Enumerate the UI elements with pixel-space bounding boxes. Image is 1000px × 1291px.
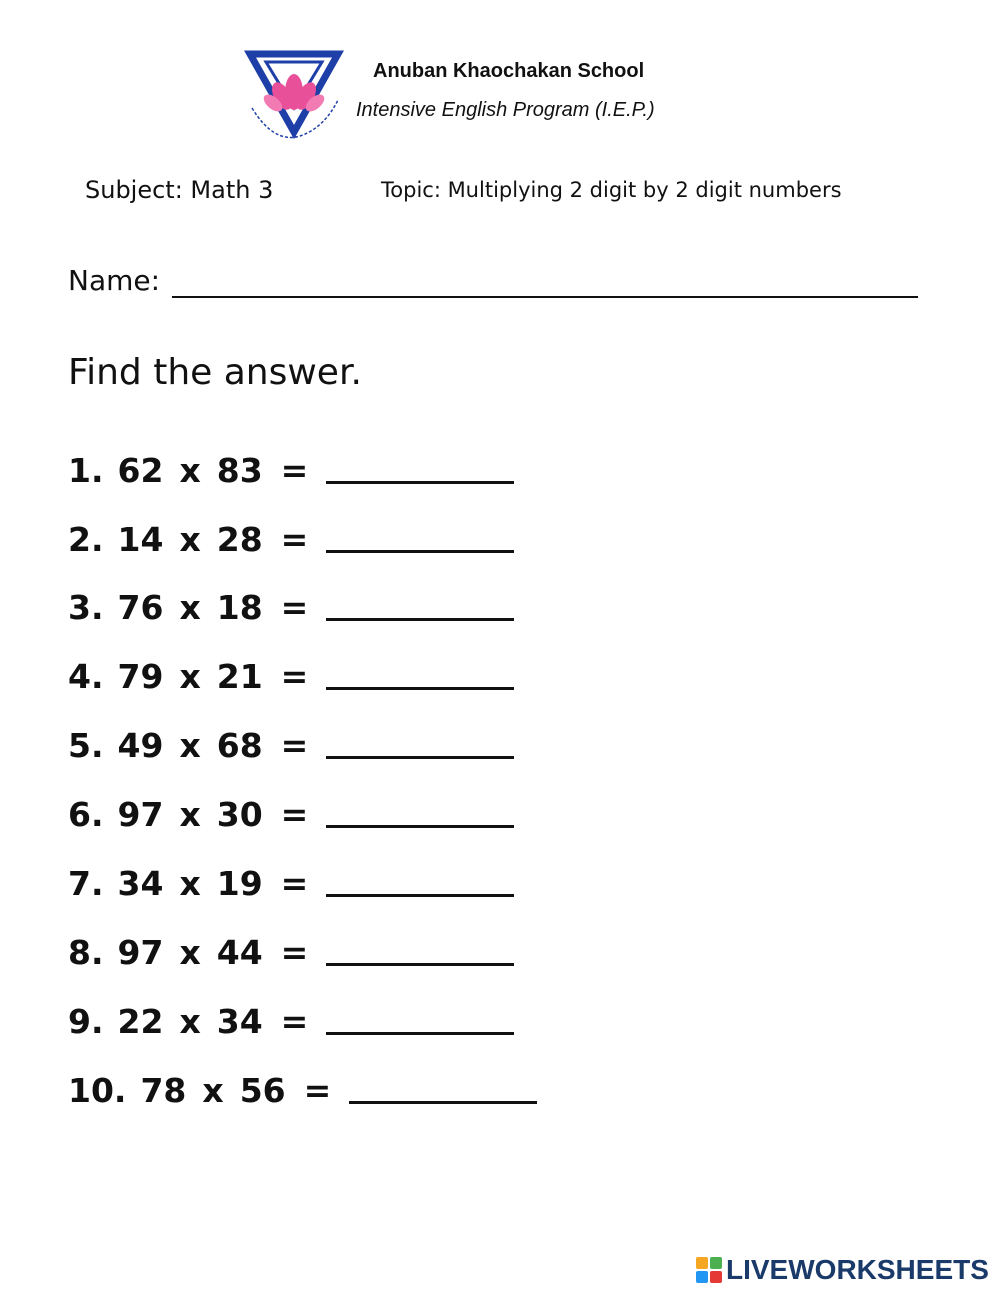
multiply-sign: x [179, 795, 201, 834]
problem-operand-a: 78 [140, 1071, 187, 1110]
problem-operand-a: 97 [117, 933, 164, 972]
problem-operand-b: 21 [216, 657, 263, 696]
problem-row [68, 583, 514, 627]
problem-number: 7. [68, 864, 104, 903]
problem-number: 8. [68, 933, 104, 972]
problem-number: 1. [68, 451, 104, 490]
problem-row [68, 790, 514, 834]
problem-number: 2. [68, 520, 104, 559]
equals-sign: = [280, 933, 309, 972]
answer-blank[interactable] [326, 963, 514, 966]
problem-row [68, 652, 514, 696]
problem-operand-a: 76 [117, 588, 164, 627]
problem-operand-a: 49 [117, 726, 164, 765]
answer-blank[interactable] [326, 825, 514, 828]
liveworksheets-brand [696, 1255, 989, 1285]
problem-operand-b: 56 [239, 1071, 286, 1110]
equals-sign: = [280, 1002, 309, 1041]
answer-blank[interactable] [326, 618, 514, 621]
topic-label: Topic: Multiplying 2 digit by 2 digit numbers [381, 178, 842, 202]
problem-number: 9. [68, 1002, 104, 1041]
answer-blank[interactable] [326, 687, 514, 690]
name-label: Name: [68, 264, 161, 297]
problem-operand-b: 18 [216, 588, 263, 627]
equals-sign: = [280, 657, 309, 696]
problem-operand-a: 79 [117, 657, 164, 696]
problem-row [68, 997, 514, 1041]
program-name: Intensive English Program (I.E.P.) [356, 99, 655, 121]
equals-sign: = [280, 520, 309, 559]
problem-row [68, 1066, 537, 1110]
liveworksheets-logo-icon [696, 1257, 722, 1283]
problem-operand-a: 22 [117, 1002, 164, 1041]
answer-blank[interactable] [326, 550, 514, 553]
problem-operand-a: 14 [117, 520, 164, 559]
problem-operand-b: 34 [216, 1002, 263, 1041]
problem-row [68, 446, 514, 490]
problem-operand-b: 44 [216, 933, 263, 972]
answer-blank[interactable] [326, 756, 514, 759]
problem-row [68, 721, 514, 765]
multiply-sign: x [179, 726, 201, 765]
problem-row [68, 859, 514, 903]
multiply-sign: x [179, 933, 201, 972]
multiply-sign: x [202, 1071, 224, 1110]
school-lotus-emblem-icon [244, 48, 344, 140]
problem-operand-b: 19 [216, 864, 263, 903]
equals-sign: = [280, 795, 309, 834]
answer-blank[interactable] [349, 1101, 537, 1104]
equals-sign: = [280, 451, 309, 490]
multiply-sign: x [179, 657, 201, 696]
multiply-sign: x [179, 451, 201, 490]
answer-blank[interactable] [326, 1032, 514, 1035]
problem-operand-a: 62 [117, 451, 164, 490]
school-name: Anuban Khaochakan School [373, 60, 645, 82]
problem-operand-b: 83 [216, 451, 263, 490]
multiply-sign: x [179, 520, 201, 559]
problem-number: 6. [68, 795, 104, 834]
problem-number: 10. [68, 1071, 127, 1110]
problem-operand-b: 28 [216, 520, 263, 559]
problem-number: 4. [68, 657, 104, 696]
answer-blank[interactable] [326, 894, 514, 897]
problem-operand-b: 68 [216, 726, 263, 765]
multiply-sign: x [179, 588, 201, 627]
problem-operand-a: 97 [117, 795, 164, 834]
equals-sign: = [280, 726, 309, 765]
problem-row [68, 515, 514, 559]
problem-operand-b: 30 [216, 795, 263, 834]
equals-sign: = [280, 864, 309, 903]
subject-label: Subject: Math 3 [85, 176, 274, 204]
answer-blank[interactable] [326, 481, 514, 484]
equals-sign: = [280, 588, 309, 627]
instruction-heading: Find the answer. [68, 352, 362, 393]
equals-sign: = [303, 1071, 332, 1110]
multiply-sign: x [179, 1002, 201, 1041]
name-input-line[interactable] [172, 296, 918, 298]
problem-number: 5. [68, 726, 104, 765]
liveworksheets-wordmark: LIVEWORKSHEETS [726, 1254, 989, 1285]
multiply-sign: x [179, 864, 201, 903]
problem-number: 3. [68, 588, 104, 627]
problem-row [68, 928, 514, 972]
problem-operand-a: 34 [117, 864, 164, 903]
